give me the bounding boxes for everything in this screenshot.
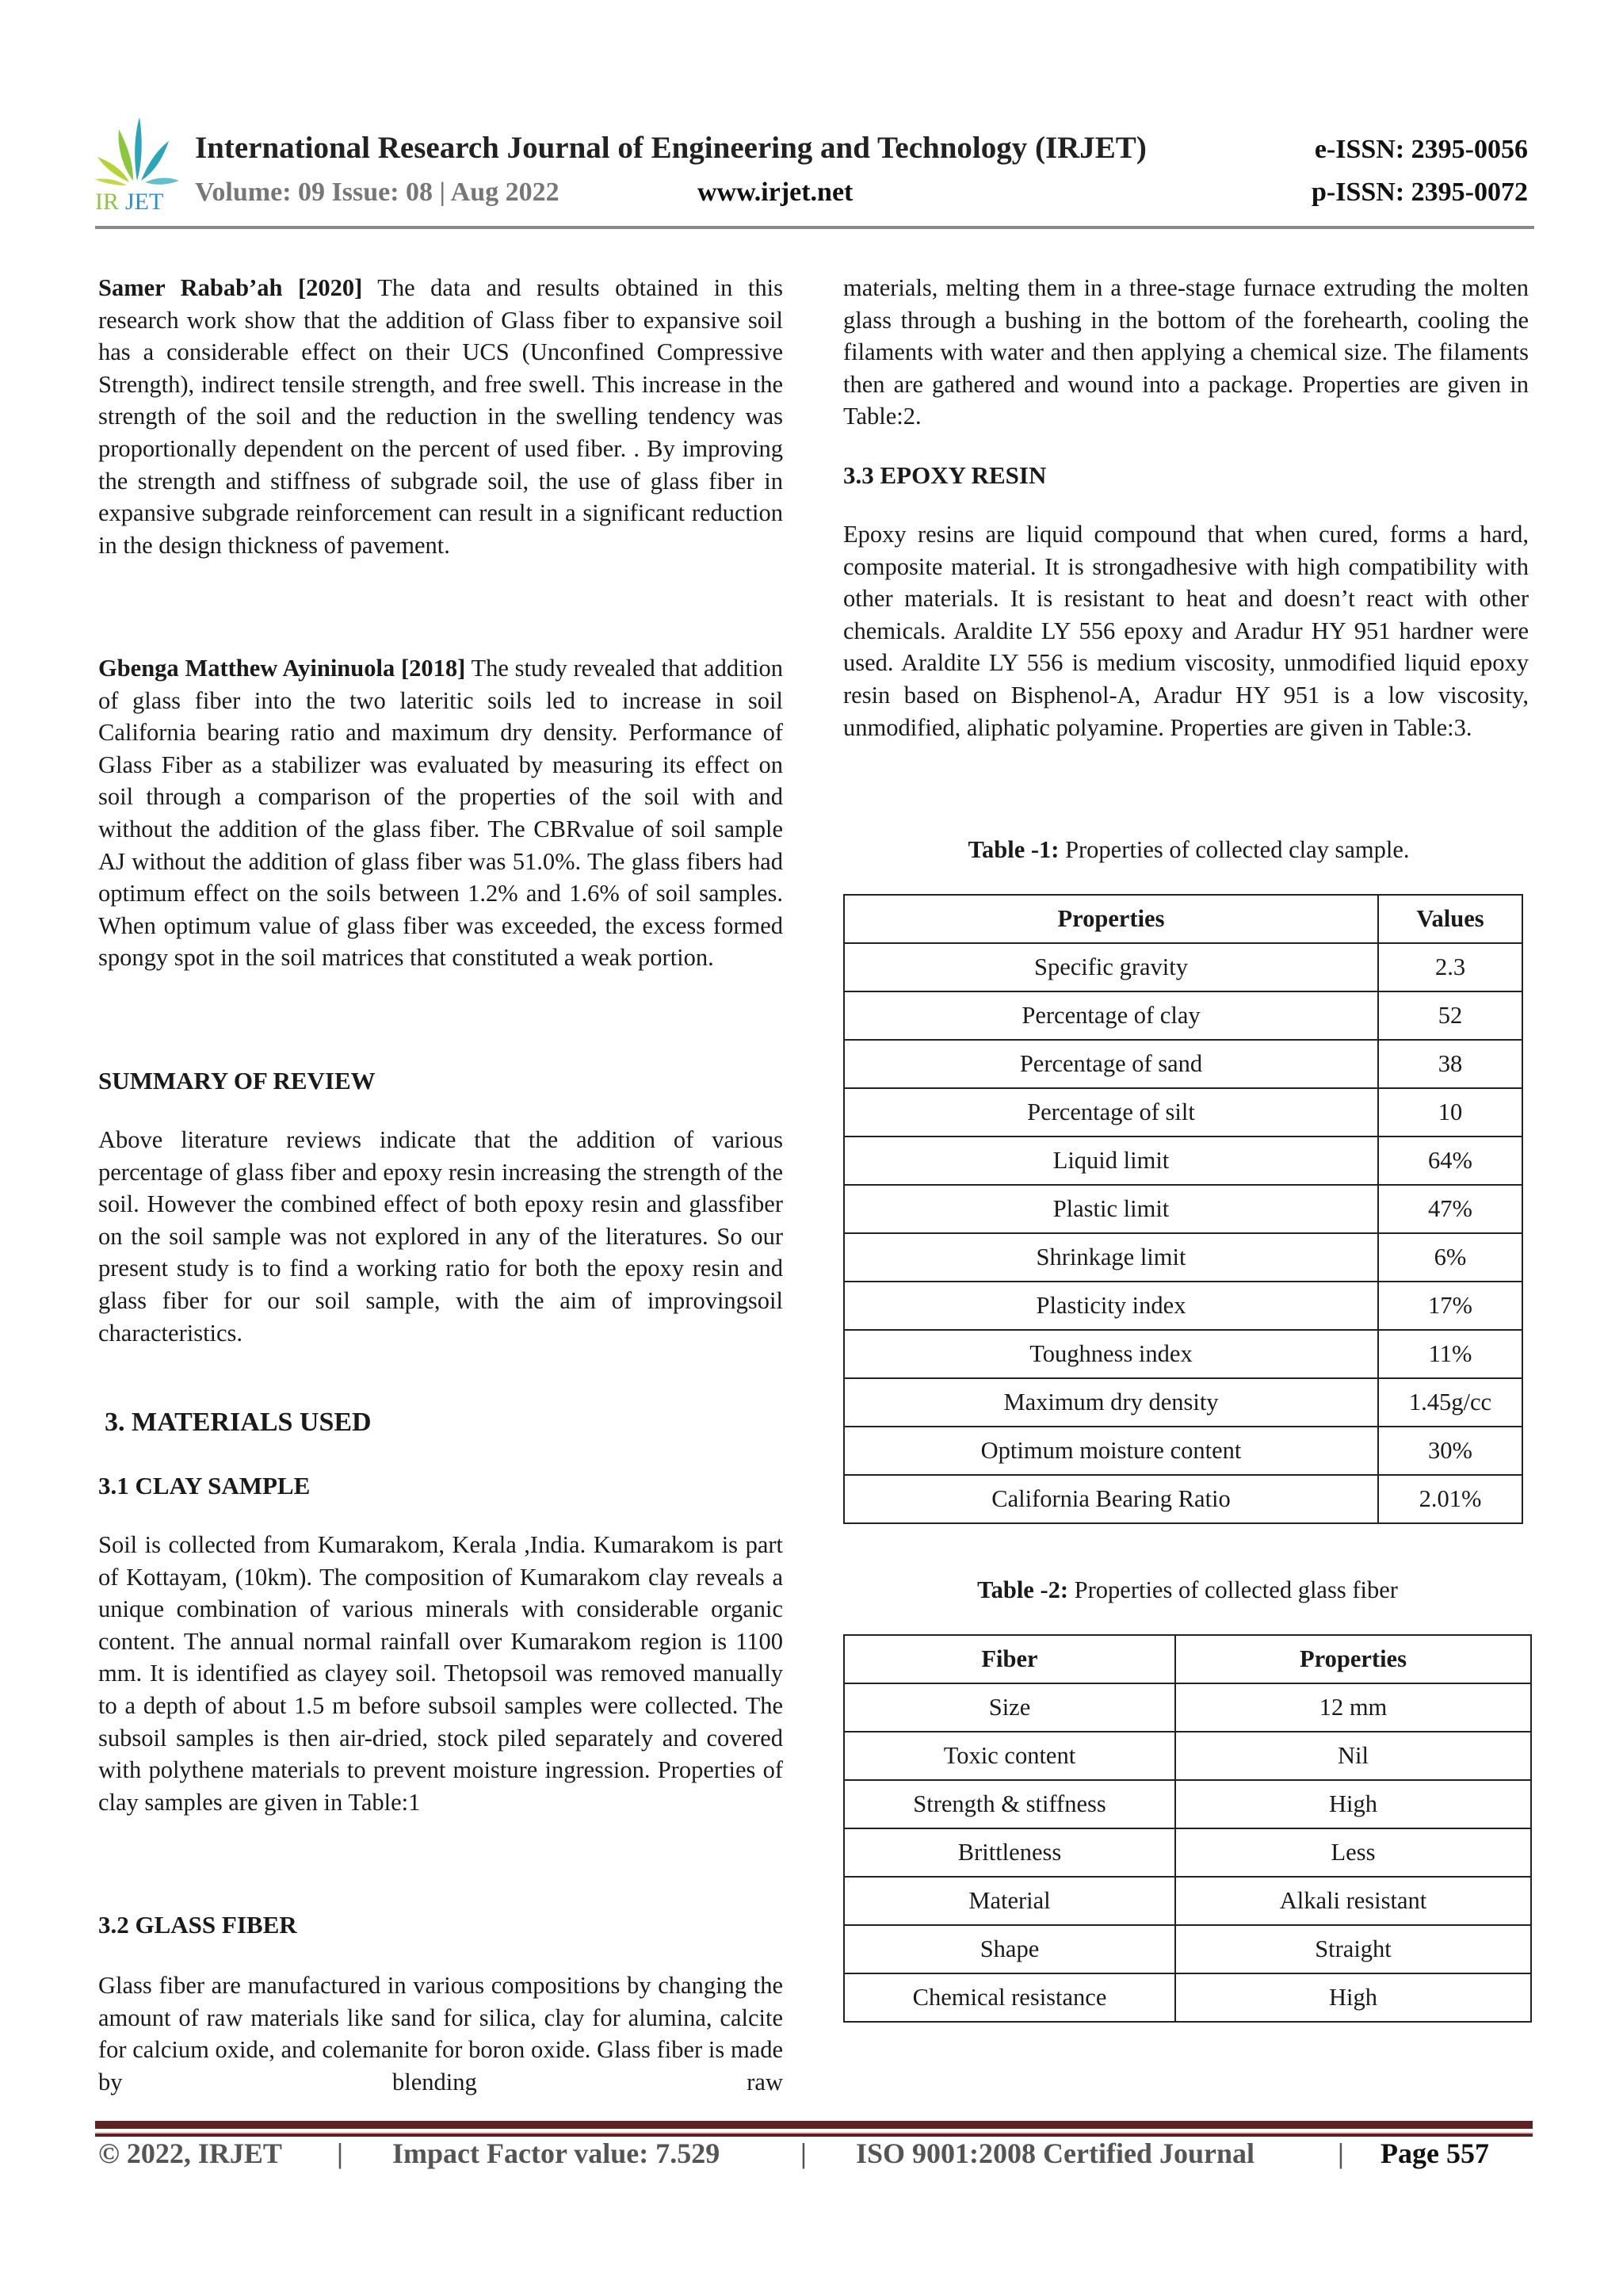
glass-paragraph: Glass fiber are manufactured in various compositions by changing the amount of raw materials like sand for silica, clay for alumina, calcite for calcium oxide, and colemanite for boron oxide. Glass fiber is made by blending raw — [98, 1972, 783, 2095]
cell-property: Percentage of silt — [844, 1088, 1378, 1137]
cell-property: Maximum dry density — [844, 1378, 1378, 1427]
table-row — [844, 1185, 1522, 1233]
author: Samer Rabab’ah [2020] — [98, 274, 363, 301]
impact-factor: Impact Factor value: 7.529 — [392, 2137, 720, 2169]
caption-text: Properties of collected glass fiber — [1068, 1576, 1398, 1603]
cell-value: 10 — [1378, 1088, 1522, 1137]
paragraph: The study revealed that addition of glass fiber into the two lateritic soils led to increase in soil California bearing ratio and maximum dry density. Performance of Glass Fiber as a stabilizer was evaluated by measuring its effect on soil through a comparison of the properties of the soil with and without the addition of the glass fiber. The CBRvalue of soil sample AJ without the addition of glass fiber was 51.0%. The glass fibers had optimum effect on the soils between 1.2% and 1.6% of soil samples. When optimum value of glass fiber was exceeded, the excess formed spongy spot in the soil matrices that constituted a weak portion. — [98, 655, 783, 972]
cell-property: California Bearing Ratio — [844, 1475, 1378, 1523]
column-header: Properties — [844, 895, 1378, 943]
cell-value: 1.45g/cc — [1378, 1378, 1522, 1427]
cell-property: Strength & stiffness — [844, 1780, 1175, 1828]
table-row — [844, 1828, 1531, 1877]
footer-bar-thin — [95, 2132, 1533, 2137]
cell-value: Nil — [1175, 1732, 1531, 1780]
footer-bar — [95, 2121, 1533, 2129]
svg-text:JET: JET — [125, 189, 164, 212]
cell-property: Shape — [844, 1925, 1175, 1973]
cell-property: Brittleness — [844, 1828, 1175, 1877]
cell-value: 6% — [1378, 1233, 1522, 1282]
cell-property: Toxic content — [844, 1732, 1175, 1780]
column-header: Properties — [1175, 1635, 1531, 1683]
table-row — [844, 1683, 1531, 1732]
table-row — [844, 991, 1522, 1040]
cell-value: Less — [1175, 1828, 1531, 1877]
column-header: Values — [1378, 895, 1522, 943]
cell-property: Size — [844, 1683, 1175, 1732]
table-row — [844, 1427, 1522, 1475]
cell-value: 2.3 — [1378, 943, 1522, 991]
cell-property: Chemical resistance — [844, 1973, 1175, 2022]
cell-property: Liquid limit — [844, 1137, 1378, 1185]
cell-property: Percentage of clay — [844, 991, 1378, 1040]
cell-property: Plasticity index — [844, 1282, 1378, 1330]
table-row — [844, 1973, 1531, 2022]
table-row — [844, 1330, 1522, 1378]
author: Gbenga Matthew Ayininuola [2018] — [98, 655, 466, 682]
summary-heading: SUMMARY OF REVIEW — [98, 1067, 376, 1095]
caption-label: Table -1: — [968, 836, 1060, 863]
cell-property: Toughness index — [844, 1330, 1378, 1378]
cell-value: Alkali resistant — [1175, 1877, 1531, 1925]
column-header: Fiber — [844, 1635, 1175, 1683]
table2-caption — [843, 1576, 1532, 1604]
epoxy-paragraph: Epoxy resins are liquid compound that when cured, forms a hard, composite material. It is strongadhesive with high compatibility with other materials. It is resistant to heat and doesn’t react with other chemicals. Araldite LY 556 epoxy and Aradur HY 951 hardner were used. Araldite LY 556 is medium viscosity, unmodified liquid epoxy resin based on Bisphenol-A, Aradur HY 951 is a low viscosity, unmodified, aliphatic polyamine. Properties are given in Table:3. — [843, 521, 1529, 741]
table-row — [844, 943, 1522, 991]
cell-value: Straight — [1175, 1925, 1531, 1973]
epoxy-heading: 3.3 EPOXY RESIN — [843, 461, 1047, 489]
clay-heading: 3.1 CLAY SAMPLE — [98, 1472, 311, 1499]
cell-value: 2.01% — [1378, 1475, 1522, 1523]
copyright: © 2022, IRJET — [98, 2137, 282, 2169]
cell-value: 11% — [1378, 1330, 1522, 1378]
materials-heading: 3. MATERIALS USED — [105, 1408, 372, 1437]
table-header-row — [844, 895, 1522, 943]
cell-value: 12 mm — [1175, 1683, 1531, 1732]
e-issn: e-ISSN: 2395-0056 — [1314, 135, 1528, 164]
table-row — [844, 1282, 1522, 1330]
clay-properties-table — [843, 894, 1523, 1524]
cell-property: Plastic limit — [844, 1185, 1378, 1233]
glass-paragraph-cont: materials, melting them in a three-stage furnace extruding the molten glass through a bushing in the bottom of the forehearth, cooling the filaments with water and then applying a chemical size. The filaments then are gathered and wound into a package. Properties are given in Table:2. — [843, 274, 1529, 430]
cell-property: Optimum moisture content — [844, 1427, 1378, 1475]
table-header-row — [844, 1635, 1531, 1683]
cell-property: Percentage of sand — [844, 1040, 1378, 1088]
review-samer — [98, 272, 783, 561]
separator: | — [1338, 2137, 1344, 2169]
volume-issue: Volume: 09 Issue: 08 | Aug 2022 — [195, 178, 559, 207]
cell-value: High — [1175, 1780, 1531, 1828]
table-row — [844, 1877, 1531, 1925]
summary-paragraph: Above literature reviews indicate that the addition of various percentage of glass fiber and epoxy resin increasing the strength of the soil. However the combined effect of both epoxy resin and glassfiber on the soil sample was not explored in any of the literatures. So our present study is to find a working ratio for both the epoxy resin and glass fiber for our soil sample, with the aim of improvingsoil characteristics. — [98, 1126, 783, 1347]
cell-value: 47% — [1378, 1185, 1522, 1233]
table-row — [844, 1475, 1522, 1523]
table1-caption — [843, 836, 1534, 864]
cell-value: 52 — [1378, 991, 1522, 1040]
glass-fiber-table — [843, 1634, 1532, 2023]
svg-text:IR: IR — [95, 189, 119, 212]
paragraph: The data and results obtained in this research work show that the addition of Glass fiber to expansive soil has a considerable effect on their UCS (Unconfined Compressive Strength), indirect tensile strength, and free swell. This increase in the strength of the soil and the reduction in the swelling tendency was proportionally dependent on the percent of used fiber. . By improving the strength and stiffness of subgrade soil, the use of glass fiber in expansive subgrade reinforcement can result in a significant reduction in the design thickness of pavement. — [98, 274, 783, 559]
p-issn: p-ISSN: 2395-0072 — [1312, 178, 1528, 207]
separator: | — [800, 2137, 807, 2169]
page-number: Page 557 — [1381, 2137, 1489, 2169]
cell-value: High — [1175, 1973, 1531, 2022]
cell-property: Shrinkage limit — [844, 1233, 1378, 1282]
header-divider — [95, 226, 1534, 229]
table-row — [844, 1732, 1531, 1780]
website-link[interactable]: www.irjet.net — [697, 178, 854, 207]
caption-text: Properties of collected clay sample. — [1059, 836, 1410, 863]
table-row — [844, 1378, 1522, 1427]
cell-value: 38 — [1378, 1040, 1522, 1088]
table-row — [844, 1040, 1522, 1088]
glass-heading: 3.2 GLASS FIBER — [98, 1911, 297, 1939]
cell-property: Specific gravity — [844, 943, 1378, 991]
cell-value: 17% — [1378, 1282, 1522, 1330]
cell-value: 64% — [1378, 1137, 1522, 1185]
separator: | — [337, 2137, 343, 2169]
caption-label: Table -2: — [977, 1576, 1069, 1603]
iso-certification: ISO 9001:2008 Certified Journal — [856, 2137, 1254, 2169]
table-row — [844, 1088, 1522, 1137]
irjet-logo — [94, 117, 181, 212]
table-row — [844, 1925, 1531, 1973]
cell-value: 30% — [1378, 1427, 1522, 1475]
clay-paragraph: Soil is collected from Kumarakom, Kerala ,India. Kumarakom is part of Kottayam, (10km). The composition of Kumarakom clay reveals a unique combination of various minerals with considerable organic content. The annual normal rainfall over Kumarakom region is 1100 mm. It is identified as clayey soil. Thetopsoil was removed manually to a depth of about 1.5 m before subsoil samples were collected. The subsoil samples is then air-dried, stock piled separately and covered with polythene materials to prevent moisture ingression. Properties of clay samples are given in Table:1 — [98, 1531, 783, 1816]
table-row — [844, 1137, 1522, 1185]
table-row — [844, 1780, 1531, 1828]
review-gbenga — [98, 652, 783, 974]
table-row — [844, 1233, 1522, 1282]
journal-title: International Research Journal of Engineering and Technology (IRJET) — [195, 131, 1147, 165]
cell-property: Material — [844, 1877, 1175, 1925]
